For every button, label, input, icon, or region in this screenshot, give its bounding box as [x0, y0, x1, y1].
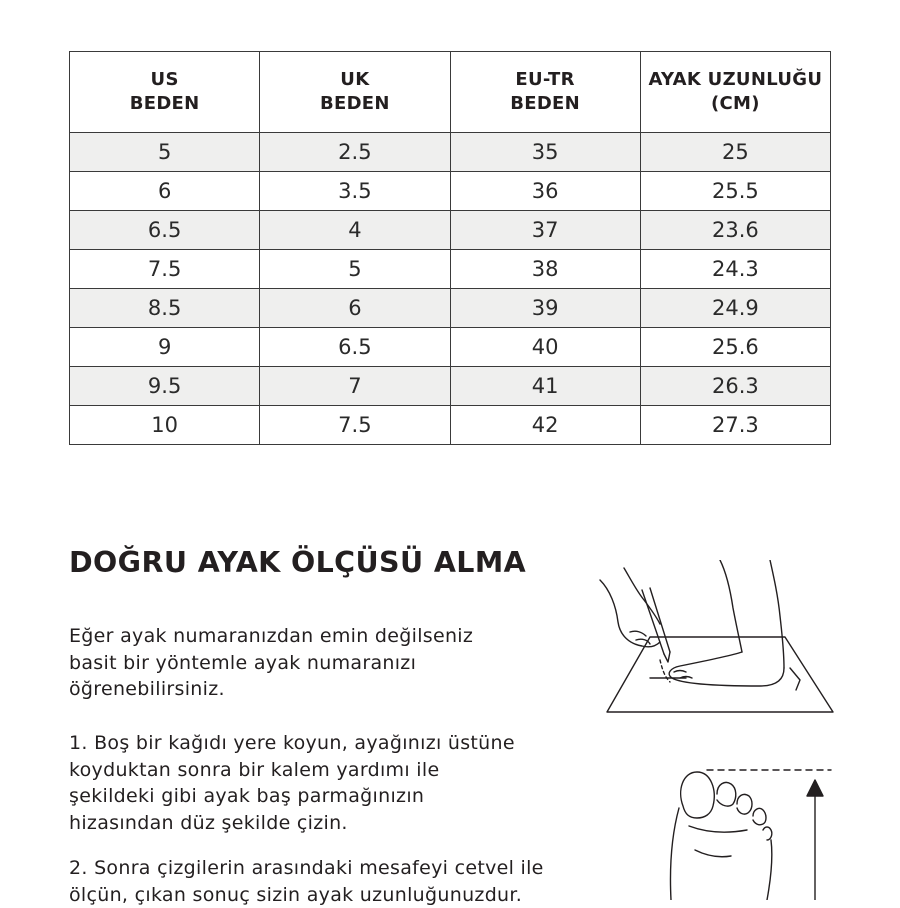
cell-foot-length: 25.6: [640, 328, 830, 367]
guide-intro-text: Eğer ayak numaranızdan emin değilseniz basit bir yöntemle ayak numaranızı öğrenebilirsiniz.: [69, 625, 474, 700]
cell-eu-tr: 42: [450, 406, 640, 445]
header-eu-tr-size: [450, 52, 640, 133]
table-row: [70, 172, 831, 211]
guide-step-1-text: 1. Boş bir kağıdı yere koyun, ayağınızı üstüne koyduktan sonra bir kalem yardımı ile şekildeki gibi ayak baş parmağınızın hizasından düz şekilde çizin.: [69, 732, 515, 834]
table-row: [70, 367, 831, 406]
header-line: BEDEN: [319, 93, 390, 114]
guide-title: DOĞRU AYAK ÖLÇÜSÜ ALMA: [69, 546, 527, 579]
cell-foot-length: 26.3: [640, 367, 830, 406]
header-foot-length: [640, 52, 830, 133]
cell-uk: 5: [260, 250, 450, 289]
cell-us: 8.5: [70, 289, 260, 328]
header-line: US: [150, 69, 179, 90]
table-row: [70, 406, 831, 445]
table-row: [70, 328, 831, 367]
cell-uk: 7.5: [260, 406, 450, 445]
cell-us: 6.5: [70, 211, 260, 250]
cell-us: 10: [70, 406, 260, 445]
cell-us: 5: [70, 133, 260, 172]
table-row: [70, 211, 831, 250]
cell-uk: 6: [260, 289, 450, 328]
header-line: BEDEN: [129, 93, 200, 114]
cell-foot-length: 25: [640, 133, 830, 172]
cell-eu-tr: 36: [450, 172, 640, 211]
cell-us: 7.5: [70, 250, 260, 289]
cell-us: 9.5: [70, 367, 260, 406]
cell-foot-length: 24.9: [640, 289, 830, 328]
table-row: [70, 289, 831, 328]
cell-us: 9: [70, 328, 260, 367]
header-line: BEDEN: [510, 93, 581, 114]
size-chart-table: [69, 51, 831, 445]
table-row: [70, 250, 831, 289]
header-line: EU-TR: [515, 69, 575, 90]
cell-foot-length: 23.6: [640, 211, 830, 250]
cell-foot-length: 27.3: [640, 406, 830, 445]
header-line: UK: [340, 69, 370, 90]
cell-eu-tr: 37: [450, 211, 640, 250]
cell-eu-tr: 40: [450, 328, 640, 367]
header-uk-size: [260, 52, 450, 133]
header-line: AYAK UZUNLUĞU: [648, 69, 823, 90]
header-us-size: [70, 52, 260, 133]
foot-length-measure-illustration: [655, 760, 840, 900]
header-line: (CM): [710, 93, 760, 114]
cell-eu-tr: 38: [450, 250, 640, 289]
table-header-row: [70, 52, 831, 133]
table-row: [70, 133, 831, 172]
cell-uk: 7: [260, 367, 450, 406]
guide-step-2-text: 2. Sonra çizgilerin arasındaki mesafeyi cetvel ile ölçün, çıkan sonuç sizin ayak uzunluğunuzdur.: [69, 857, 544, 906]
cell-uk: 6.5: [260, 328, 450, 367]
cell-eu-tr: 41: [450, 367, 640, 406]
cell-eu-tr: 35: [450, 133, 640, 172]
cell-foot-length: 25.5: [640, 172, 830, 211]
cell-eu-tr: 39: [450, 289, 640, 328]
cell-uk: 4: [260, 211, 450, 250]
cell-uk: 3.5: [260, 172, 450, 211]
cell-uk: 2.5: [260, 133, 450, 172]
foot-outline-drawing-illustration: [590, 560, 840, 720]
cell-foot-length: 24.3: [640, 250, 830, 289]
cell-us: 6: [70, 172, 260, 211]
